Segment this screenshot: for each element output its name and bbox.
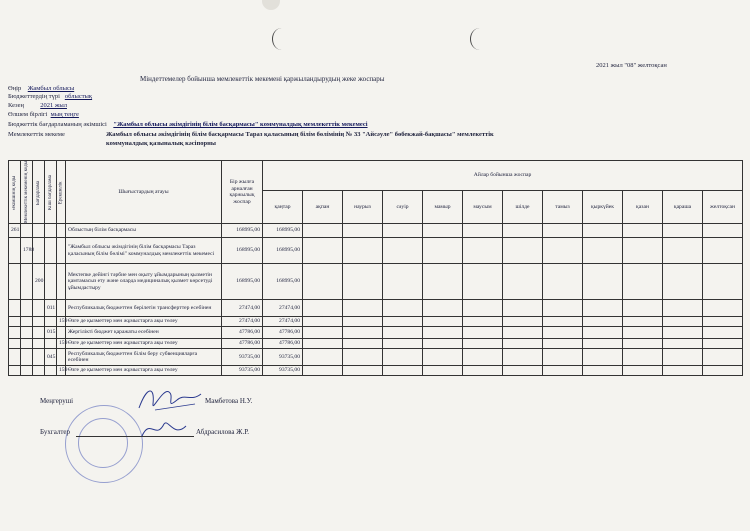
month-amount-cell — [303, 300, 343, 317]
code-cell — [9, 317, 21, 327]
month-amount-cell — [503, 264, 543, 300]
month-amount-cell — [623, 349, 663, 366]
month-amount-cell: 47786,00 — [263, 327, 303, 339]
month-amount-cell — [463, 366, 503, 376]
month-amount-cell — [623, 224, 663, 238]
month-header: шілде — [503, 191, 543, 224]
month-amount-cell — [343, 366, 383, 376]
month-amount-cell — [543, 264, 583, 300]
institution-label: Мемлекеттік мекеме — [8, 131, 65, 138]
annual-amount-cell: 27474,00 — [222, 300, 263, 317]
region-value: Жамбыл облысы — [27, 85, 75, 92]
month-amount-cell — [383, 349, 423, 366]
month-amount-cell — [543, 238, 583, 264]
col-program: Бағдарлама — [33, 161, 45, 224]
month-header: қазан — [623, 191, 663, 224]
col-specifics: Ерекшелік — [57, 161, 66, 224]
month-header: қараша — [663, 191, 703, 224]
month-amount-cell — [503, 366, 543, 376]
code-cell — [57, 264, 66, 300]
month-amount-cell — [423, 349, 463, 366]
code-cell — [45, 317, 57, 327]
code-cell — [33, 238, 45, 264]
month-header: маусым — [463, 191, 503, 224]
code-cell — [9, 264, 21, 300]
month-amount-cell — [303, 317, 343, 327]
month-amount-cell — [463, 264, 503, 300]
month-amount-cell: 168995,00 — [263, 224, 303, 238]
col-subprogram: Кіші бағдарлама — [45, 161, 57, 224]
month-amount-cell — [503, 238, 543, 264]
month-amount-cell — [663, 264, 703, 300]
month-amount-cell — [583, 339, 623, 349]
month-amount-cell — [703, 264, 743, 300]
code-cell — [45, 264, 57, 300]
month-amount-cell — [703, 317, 743, 327]
code-cell: 1788 — [21, 238, 33, 264]
expense-name-cell: Мектепке дейінгі тәрбие мен оқыту ұйымдарының қызметін қамтамасыз ету және оларда медициналық қызмет көрсетуді ұйымдастыру — [66, 264, 222, 300]
month-amount-cell: 27474,00 — [263, 300, 303, 317]
expense-name-cell: Жергілікті бюджет қаражаты есебінен — [66, 327, 222, 339]
month-amount-cell — [503, 327, 543, 339]
table-row — [9, 339, 743, 349]
unit-label: Өлшем бірлігі — [8, 111, 48, 118]
period-value: 2021 жыл — [40, 102, 67, 109]
annual-amount-cell: 27474,00 — [222, 317, 263, 327]
accountant-signature — [140, 416, 190, 442]
code-cell — [57, 238, 66, 264]
month-amount-cell — [543, 300, 583, 317]
month-header: наурыз — [343, 191, 383, 224]
month-amount-cell — [623, 317, 663, 327]
code-cell — [57, 300, 66, 317]
code-cell — [33, 327, 45, 339]
binding-mark — [470, 28, 489, 50]
annual-amount-cell: 47786,00 — [222, 339, 263, 349]
month-amount-cell — [543, 349, 583, 366]
month-amount-cell — [703, 349, 743, 366]
month-amount-cell — [303, 327, 343, 339]
code-cell: 159 — [57, 366, 66, 376]
month-amount-cell: 168995,00 — [263, 264, 303, 300]
month-amount-cell — [383, 327, 423, 339]
month-amount-cell — [463, 317, 503, 327]
accountant-name: Абдрасилова Ж.Р. — [196, 428, 249, 436]
month-amount-cell — [703, 238, 743, 264]
month-amount-cell — [583, 366, 623, 376]
table-row — [9, 224, 743, 238]
code-cell — [57, 327, 66, 339]
code-cell: 159 — [57, 317, 66, 327]
code-cell: 011 — [45, 300, 57, 317]
budget-type-value: облыстық — [64, 93, 93, 100]
month-amount-cell — [343, 300, 383, 317]
month-amount-cell — [303, 339, 343, 349]
region-row — [8, 85, 74, 92]
month-amount-cell — [383, 300, 423, 317]
month-amount-cell — [663, 327, 703, 339]
annual-amount-cell: 168995,00 — [222, 224, 263, 238]
month-amount-cell — [463, 339, 503, 349]
expense-name-cell: Өзге де қызметтер мен жұмыстарға ақы төлеу — [66, 366, 222, 376]
month-amount-cell — [703, 339, 743, 349]
month-amount-cell — [423, 366, 463, 376]
code-cell — [21, 264, 33, 300]
expense-name-cell: Өзге де қызметтер мен жұмыстарға ақы төлеу — [66, 339, 222, 349]
month-amount-cell — [623, 327, 663, 339]
code-cell — [9, 366, 21, 376]
table-row — [9, 317, 743, 327]
code-cell — [33, 366, 45, 376]
code-cell — [21, 327, 33, 339]
expense-name-cell: Өзге де қызметтер мен жұмыстарға ақы төлеу — [66, 317, 222, 327]
month-amount-cell — [543, 366, 583, 376]
code-cell — [33, 349, 45, 366]
month-amount-cell — [503, 224, 543, 238]
head-signature — [135, 382, 205, 416]
month-amount-cell — [303, 366, 343, 376]
col-annual-plan: Бір жылға арналған қаржылық жоспар — [222, 161, 263, 224]
period-row — [8, 102, 67, 109]
month-amount-cell — [383, 238, 423, 264]
table-row — [9, 366, 743, 376]
code-cell: 045 — [45, 349, 57, 366]
table-row — [9, 327, 743, 339]
month-amount-cell: 168995,00 — [263, 238, 303, 264]
month-amount-cell — [423, 317, 463, 327]
month-amount-cell — [583, 327, 623, 339]
month-amount-cell — [383, 339, 423, 349]
month-amount-cell: 93735,00 — [263, 366, 303, 376]
month-amount-cell — [623, 339, 663, 349]
month-amount-cell — [623, 300, 663, 317]
month-amount-cell — [703, 224, 743, 238]
month-amount-cell — [383, 224, 423, 238]
accountant-signature-label: Бухгалтер — [40, 428, 71, 436]
punch-hole — [262, 0, 280, 10]
month-header: қаңтар — [263, 191, 303, 224]
month-amount-cell — [343, 224, 383, 238]
month-amount-cell — [343, 317, 383, 327]
code-cell: 261 — [9, 224, 21, 238]
month-amount-cell — [663, 366, 703, 376]
month-amount-cell — [583, 300, 623, 317]
code-cell — [57, 224, 66, 238]
month-header: желтоқсан — [703, 191, 743, 224]
month-amount-cell — [423, 238, 463, 264]
annual-amount-cell: 168995,00 — [222, 264, 263, 300]
annual-amount-cell: 168995,00 — [222, 238, 263, 264]
table-header-row — [9, 161, 743, 191]
month-amount-cell — [303, 264, 343, 300]
expense-name-cell: Республикалық бюджеттен берілетін трансферттер есебінен — [66, 300, 222, 317]
code-cell — [33, 317, 45, 327]
month-amount-cell — [583, 238, 623, 264]
month-amount-cell — [343, 264, 383, 300]
month-amount-cell — [423, 300, 463, 317]
code-cell: 159 — [57, 339, 66, 349]
code-cell — [57, 349, 66, 366]
col-institution-code: Мемлекеттік мекеменің коды — [21, 161, 33, 224]
code-cell — [9, 349, 21, 366]
month-amount-cell — [663, 339, 703, 349]
document-title: Міндеттемелер бойынша мемлекеттік мекемені қаржыландырудың жеке жоспары — [140, 75, 385, 83]
month-amount-cell — [543, 339, 583, 349]
code-cell — [45, 339, 57, 349]
month-amount-cell — [303, 349, 343, 366]
month-amount-cell — [583, 317, 623, 327]
month-header: мамыр — [423, 191, 463, 224]
month-amount-cell — [543, 317, 583, 327]
month-amount-cell — [663, 317, 703, 327]
expense-name-cell: "Жамбыл облысы әкімдігінің білім басқармасы Тараз қаласының білім бөлімі" коммуналдық мемлекеттік мекемесі — [66, 238, 222, 264]
head-signature-label: Меңгеруші — [40, 397, 74, 405]
month-amount-cell — [463, 238, 503, 264]
month-amount-cell — [703, 366, 743, 376]
code-cell — [45, 224, 57, 238]
month-amount-cell: 27474,00 — [263, 317, 303, 327]
month-header: тамыз — [543, 191, 583, 224]
month-amount-cell — [623, 264, 663, 300]
code-cell — [21, 366, 33, 376]
col-expense-name: Шығыстардың атауы — [66, 161, 222, 224]
code-cell — [21, 349, 33, 366]
admin-value: "Жамбыл облысы әкімдігінің білім басқармасы" коммуналдық мемлекеттік мекемесі — [113, 121, 368, 128]
official-stamp — [65, 405, 143, 483]
month-amount-cell — [423, 339, 463, 349]
unit-row — [8, 111, 79, 118]
month-amount-cell — [543, 224, 583, 238]
institution-name-line1: Жамбыл облысы әкімдігінің білім басқармасы Тараз қаласының білім бөлімінің № 33 "Айсәуле" бөбекжай-бақшасы" мемлекеттік — [106, 131, 494, 138]
month-amount-cell — [583, 224, 623, 238]
unit-value: мың теңге — [50, 111, 79, 118]
col-admin-code: Әкімшінің коды — [9, 161, 21, 224]
month-amount-cell — [543, 327, 583, 339]
admin-label: Бюджеттік бағдарламаның әкімшісі — [8, 121, 107, 128]
code-cell — [33, 300, 45, 317]
month-amount-cell — [503, 317, 543, 327]
code-cell: 015 — [45, 327, 57, 339]
period-label: Кезең — [8, 102, 24, 109]
month-amount-cell — [463, 224, 503, 238]
month-amount-cell — [343, 349, 383, 366]
col-months-title: Айлар бойынша жоспар — [263, 161, 743, 191]
month-amount-cell — [703, 300, 743, 317]
code-cell — [21, 300, 33, 317]
month-header: ақпан — [303, 191, 343, 224]
month-amount-cell — [383, 264, 423, 300]
month-amount-cell — [623, 238, 663, 264]
month-amount-cell — [423, 224, 463, 238]
month-amount-cell — [383, 366, 423, 376]
month-amount-cell: 93735,00 — [263, 349, 303, 366]
month-amount-cell — [303, 224, 343, 238]
table-row — [9, 300, 743, 317]
month-amount-cell — [383, 317, 423, 327]
month-header: қыркүйек — [583, 191, 623, 224]
month-header: сәуір — [383, 191, 423, 224]
month-amount-cell — [423, 264, 463, 300]
budget-type-label: Бюджеттердің түрі — [8, 93, 60, 100]
document-date: 2021 жыл "08" желтоқсан — [596, 62, 667, 69]
month-amount-cell — [663, 224, 703, 238]
code-cell — [21, 317, 33, 327]
month-amount-cell — [703, 327, 743, 339]
region-label: Өңір — [8, 85, 22, 92]
table-row — [9, 238, 743, 264]
month-amount-cell — [463, 349, 503, 366]
month-amount-cell — [663, 349, 703, 366]
code-cell — [21, 224, 33, 238]
month-amount-cell — [343, 327, 383, 339]
financing-plan-table — [8, 160, 743, 376]
month-amount-cell — [343, 238, 383, 264]
expense-name-cell: Республикалық бюджеттен білім беру субвенцияларға есебінен — [66, 349, 222, 366]
month-amount-cell — [623, 366, 663, 376]
code-cell — [45, 238, 57, 264]
binding-mark — [272, 28, 291, 50]
code-cell — [9, 238, 21, 264]
month-amount-cell — [463, 300, 503, 317]
month-amount-cell — [663, 300, 703, 317]
admin-row — [8, 121, 368, 128]
code-cell — [45, 366, 57, 376]
month-amount-cell — [503, 349, 543, 366]
code-cell — [9, 339, 21, 349]
table-row — [9, 264, 743, 300]
month-amount-cell — [423, 327, 463, 339]
code-cell — [9, 300, 21, 317]
code-cell — [33, 339, 45, 349]
code-cell — [9, 327, 21, 339]
month-amount-cell — [503, 339, 543, 349]
month-amount-cell — [303, 238, 343, 264]
expense-name-cell: Облыстың білім басқармасы — [66, 224, 222, 238]
month-amount-cell — [663, 238, 703, 264]
month-amount-cell — [583, 349, 623, 366]
month-amount-cell — [343, 339, 383, 349]
annual-amount-cell: 47786,00 — [222, 327, 263, 339]
month-amount-cell — [583, 264, 623, 300]
month-amount-cell — [463, 327, 503, 339]
institution-name-line2: коммуналдық қазыналық кәсіпорны — [106, 140, 216, 147]
annual-amount-cell: 93735,00 — [222, 366, 263, 376]
month-amount-cell: 47786,00 — [263, 339, 303, 349]
code-cell: 200 — [33, 264, 45, 300]
table-row — [9, 349, 743, 366]
code-cell — [21, 339, 33, 349]
budget-type-row — [8, 93, 92, 100]
code-cell — [33, 224, 45, 238]
annual-amount-cell: 93735,00 — [222, 349, 263, 366]
month-amount-cell — [503, 300, 543, 317]
head-name: Мамбетова Н.У. — [205, 397, 253, 405]
